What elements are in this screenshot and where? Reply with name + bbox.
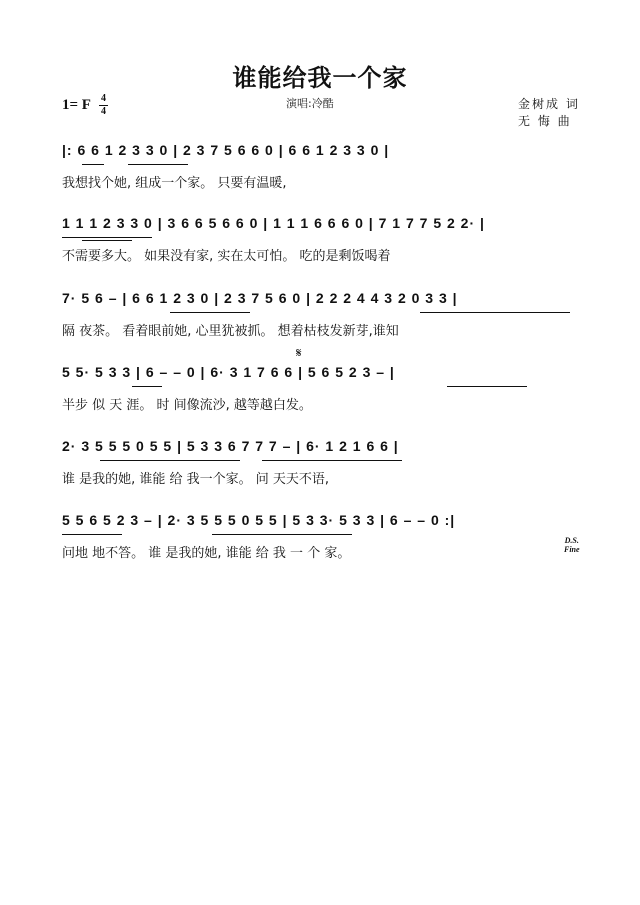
beam-line — [447, 386, 527, 387]
time-signature-bottom: 4 — [100, 106, 106, 117]
beam-line — [100, 460, 240, 461]
notation-line: 5 5· 5 3 3 | 6 – – 0 | 6· 3 1 7 6 6 | 5 6 5 2 3 – | — [62, 364, 395, 380]
composer-credit: 无 悔 曲 — [518, 114, 572, 128]
notation-line: 1 1 1 2 3 3 0 | 3 6 6 5 6 6 0 | 1 1 1 6 6 6 0 | 7 1 7 7 5 2 2· | — [62, 215, 485, 231]
singer-credit: 演唱:冷酷 — [286, 97, 334, 110]
beam-line — [170, 312, 250, 313]
notation-line: 7· 5 6 – | 6 6 1 2 3 0 | 2 3 7 5 6 0 | 2 2 2 4 4 3 2 0 3 3 | — [62, 290, 458, 306]
notation-line: |: 6 6 1 2 3 3 0 | 2 3 7 5 6 6 0 | 6 6 1 2 3 3 0 | — [62, 142, 390, 158]
fine-label: Fine — [564, 545, 580, 554]
time-signature-top: 4 — [100, 93, 106, 104]
score-row-6 — [62, 512, 582, 562]
time-signature — [99, 94, 108, 117]
score-row-4 — [62, 364, 582, 414]
beam-line — [82, 240, 132, 241]
beam-line — [420, 312, 570, 313]
lyric-line: 半步 似 天 涯。 时 间像流沙, 越等越白发。 — [62, 398, 312, 413]
lyric-line: 不需要多大。 如果没有家, 实在太可怕。 吃的是剩饭喝着 — [62, 249, 391, 264]
lyric-line: 谁 是我的她, 谁能 给 我一个家。 问 天天不语, — [62, 472, 330, 487]
lyric-line: 隔 夜茶。 看着眼前她, 心里犹被抓。 想着枯枝发新芽,谁知 — [62, 324, 399, 339]
score-row-3 — [62, 290, 582, 340]
key-signature — [62, 94, 108, 117]
beam-line — [128, 164, 188, 165]
beam-line — [62, 237, 152, 238]
score-row-2 — [62, 215, 582, 265]
beam-line — [82, 164, 104, 165]
credits — [518, 96, 580, 130]
song-title: 谁能给我一个家 — [232, 64, 408, 92]
beam-line — [212, 534, 352, 535]
score-row-1 — [62, 142, 582, 192]
key-label: 1= F — [62, 97, 91, 113]
beam-line — [132, 386, 162, 387]
score-row-5 — [62, 438, 582, 488]
segno-sign: 𝄋 — [296, 346, 302, 361]
notation-line: 2· 3 5 5 5 0 5 5 | 5 3 3 6 7 7 7 – | 6· 1 2 1 6 6 | — [62, 438, 399, 454]
ds-label: D.S. — [564, 536, 579, 545]
ds-fine-marking — [564, 536, 580, 554]
beam-line — [262, 460, 402, 461]
lyric-line: 问地 地不答。 谁 是我的她, 谁能 给 我 一 个 家。 — [62, 546, 351, 561]
lyricist-credit: 金树成 词 — [518, 97, 580, 111]
notation-line: 5 5 6 5 2 3 – | 2· 3 5 5 5 0 5 5 | 5 3 3· 5 3 3 | 6 – – 0 :| — [62, 512, 456, 528]
beam-line — [62, 534, 122, 535]
lyric-line: 我想找个她, 组成一个家。 只要有温暖, — [62, 176, 287, 191]
